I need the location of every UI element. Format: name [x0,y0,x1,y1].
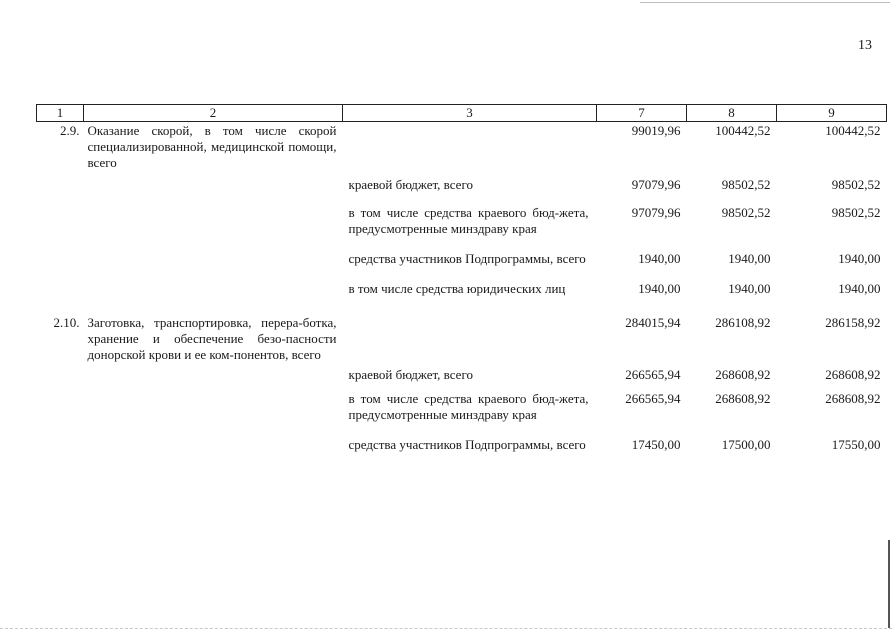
value-col-8: 98502,52 [721,177,771,192]
value-col-7: 99019,96 [631,123,681,138]
row-number: 2.9. [60,123,80,138]
table-row [37,391,887,437]
value-col-8: 268608,92 [715,367,771,382]
value-col-8: 286108,92 [715,315,771,330]
funding-source [343,122,597,172]
header-col-2: 2 [84,105,343,122]
value-col-8: 1940,00 [728,251,771,266]
table-row [37,199,887,251]
value-col-9: 1940,00 [838,281,881,296]
value-col-7: 1940,00 [638,251,681,266]
scan-artifact-right-edge [888,540,890,628]
value-col-9: 17550,00 [831,437,881,452]
value-col-9: 98502,52 [831,205,881,220]
value-col-7: 266565,94 [625,367,681,382]
value-col-7: 17450,00 [631,437,681,452]
header-col-7: 7 [597,105,687,122]
value-col-9: 286158,92 [825,315,881,330]
budget-table [36,104,887,453]
value-col-9: 268608,92 [825,367,881,382]
value-col-7: 1940,00 [638,281,681,296]
header-col-8: 8 [687,105,777,122]
activity-name: Оказание скорой, в том числе скорой специализированной, медицинской помощи, всего [87,123,337,170]
funding-source: краевой бюджет, всего [348,177,473,192]
funding-source: краевой бюджет, всего [348,367,473,382]
header-col-9: 9 [777,105,887,122]
funding-source: в том числе средства краевого бюд-жета, предусмотренные минздраву края [348,205,589,236]
table-row-section-2-10 [37,297,887,363]
header-col-1: 1 [37,105,84,122]
scan-artifact-top-line [640,2,890,3]
table-row [37,281,887,297]
table-row-section-2-9 [37,122,887,172]
value-col-9: 268608,92 [825,391,881,406]
table-row [37,171,887,199]
activity-name: Заготовка, транспортировка, перера-ботка, хранение и обеспечение безо-пасности донорской крови и ее ком-понентов, всего [87,315,337,362]
funding-source: средства участников Подпрограммы, всего [348,251,586,266]
funding-source: в том числе средства краевого бюд-жета, предусмотренные минздраву края [348,391,589,422]
value-col-7: 266565,94 [625,391,681,406]
value-col-9: 100442,52 [825,123,881,138]
value-col-8: 100442,52 [715,123,771,138]
value-col-8: 1940,00 [728,281,771,296]
value-col-9: 98502,52 [831,177,881,192]
funding-source: в том числе средства юридических лиц [348,281,566,296]
header-col-3: 3 [343,105,597,122]
row-number: 2.10. [53,315,80,330]
page-number: 13 [858,38,872,53]
funding-source [343,297,597,363]
table-row [37,251,887,281]
value-col-8: 17500,00 [721,437,771,452]
value-col-8: 268608,92 [715,391,771,406]
funding-source: средства участников Подпрограммы, всего [348,437,586,452]
value-col-7: 97079,96 [631,205,681,220]
table-row [37,363,887,391]
value-col-8: 98502,52 [721,205,771,220]
value-col-7: 284015,94 [625,315,681,330]
table-row [37,437,887,453]
table-header-row [37,105,887,122]
scan-artifact-bottom-line [0,628,892,629]
value-col-7: 97079,96 [631,177,681,192]
value-col-9: 1940,00 [838,251,881,266]
